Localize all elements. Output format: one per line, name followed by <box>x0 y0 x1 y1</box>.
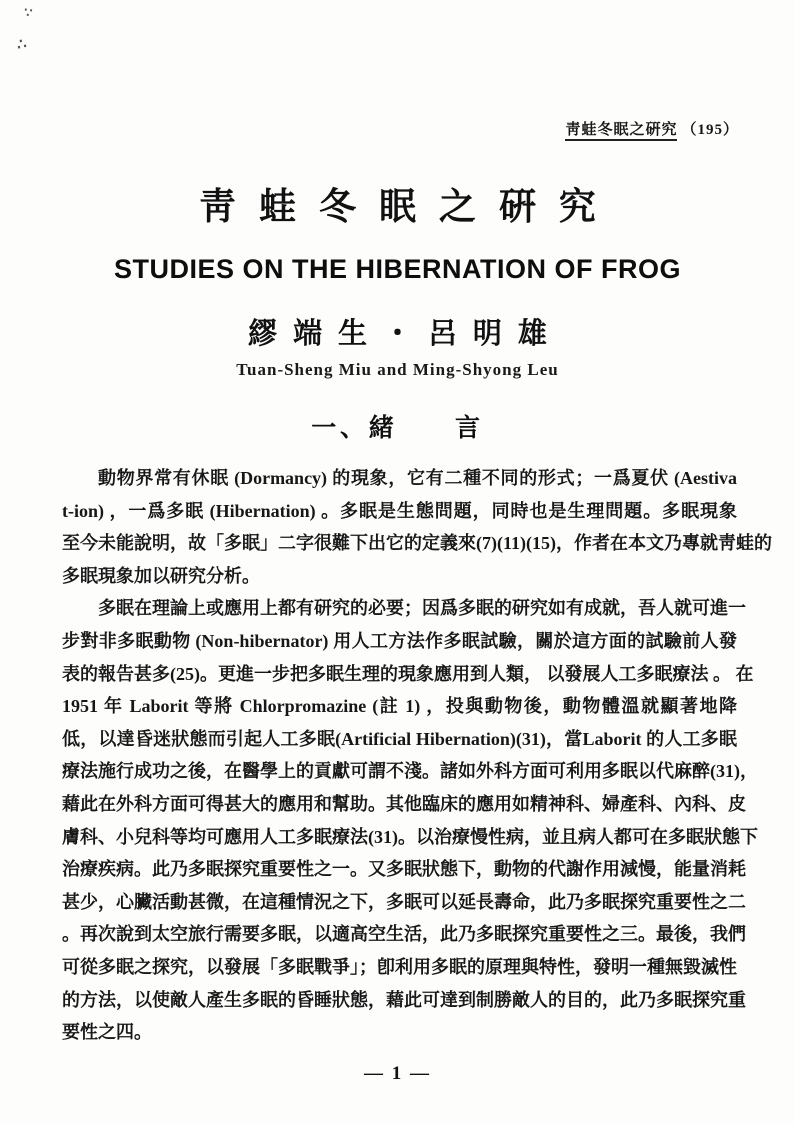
authors-chinese: 繆端生・呂明雄 <box>248 318 563 350</box>
body-line: 藉此在外科方面可得甚大的應用和幫助。其他臨床的應用如精神科、婦產科、內科、皮 <box>62 793 746 814</box>
scan-artifact-speck: ∵ <box>22 4 34 21</box>
body-line: 的方法，以使敵人產生多眠的昏睡狀態，藉此可達到制勝敵人的目的，此乃多眠探究重 <box>62 989 746 1010</box>
body-line: 甚少，心臟活動甚微，在這種情況之下，多眠可以延長壽命，此乃多眠探究重要性之二 <box>62 891 746 912</box>
body-line: 1951 年 Laborit 等將 Chlorpromazine (註 1) ，投與動物後，動物體溫就顯著地降 <box>62 696 737 717</box>
body-text <box>62 462 772 1049</box>
body-line: 低，以達昏迷狀態而引起人工多眠(Artificial Hibernation)(31)，當Laborit 的人工多眠 <box>62 728 737 749</box>
authors-english: Tuan-Sheng Miu and Ming-Shyong Leu <box>236 360 559 379</box>
body-line: 。再次說到太空旅行需要多眠，以適高空生活，此乃多眠探究重要性之三。最後，我們 <box>62 924 746 945</box>
body-line: 治療疾病。此乃多眠探究重要性之一。又多眠狀態下，動物的代謝作用減慢，能量消耗 <box>62 859 746 880</box>
paper-title-chinese: 靑蛙冬眠之硏究 <box>199 187 619 228</box>
body-line: 可從多眠之探究，以發展「多眠戰爭」；卽利用多眠的原理與特性，發明一種無毀滅性 <box>62 956 737 977</box>
body-line: t-ion) ，一爲多眠 (Hibernation) 。多眠是生態問題，同時也是生理問題。多眠現象 <box>62 500 737 521</box>
scan-artifact-speck: ∴ <box>15 36 29 54</box>
paper-title-english: STUDIES ON THE HIBERNATION OF FROG <box>113 254 681 284</box>
running-header <box>565 118 739 139</box>
body-line: 動物界常有休眠 (Dormancy) 的現象，它有二種不同的形式；一爲夏伏 (Aestiva <box>98 468 737 488</box>
body-line: 多眠在理論上或應用上都有研究的必要；因爲多眠的研究如有成就，吾人就可進一 <box>98 598 746 619</box>
body-line: 至今未能說明，故「多眠」二字很難下出它的定義來(7)(11)(15)，作者在本文乃專就靑蛙的 <box>62 533 772 554</box>
body-line: 要性之四。 <box>62 1022 152 1043</box>
running-header-page-ref: （195） <box>681 122 739 138</box>
body-line: 表的報告甚多(25)。更進一步把多眠生理的現象應用到人類， 以發展人工多眠療法 。 在 <box>62 663 754 684</box>
section-heading-introduction: 一、緒 言 <box>311 415 484 442</box>
page-number: — 1 — <box>364 1062 431 1084</box>
body-line: 療法施行成功之後，在醫學上的貢獻可謂不淺。諸如外科方面可利用多眠以代麻醉(31)， <box>62 761 758 782</box>
body-line: 多眠現象加以研究分析。 <box>62 565 260 586</box>
running-header-title: 靑蛙冬眠之硏究 <box>565 122 677 141</box>
body-line: 膚科、小兒科等均可應用人工多眠療法(31)。以治療慢性病，並且病人都可在多眠狀態下 <box>62 826 758 847</box>
body-line: 步對非多眠動物 (Non-hibernator) 用人工方法作多眠試驗，關於這方面的試驗前人發 <box>62 630 737 651</box>
